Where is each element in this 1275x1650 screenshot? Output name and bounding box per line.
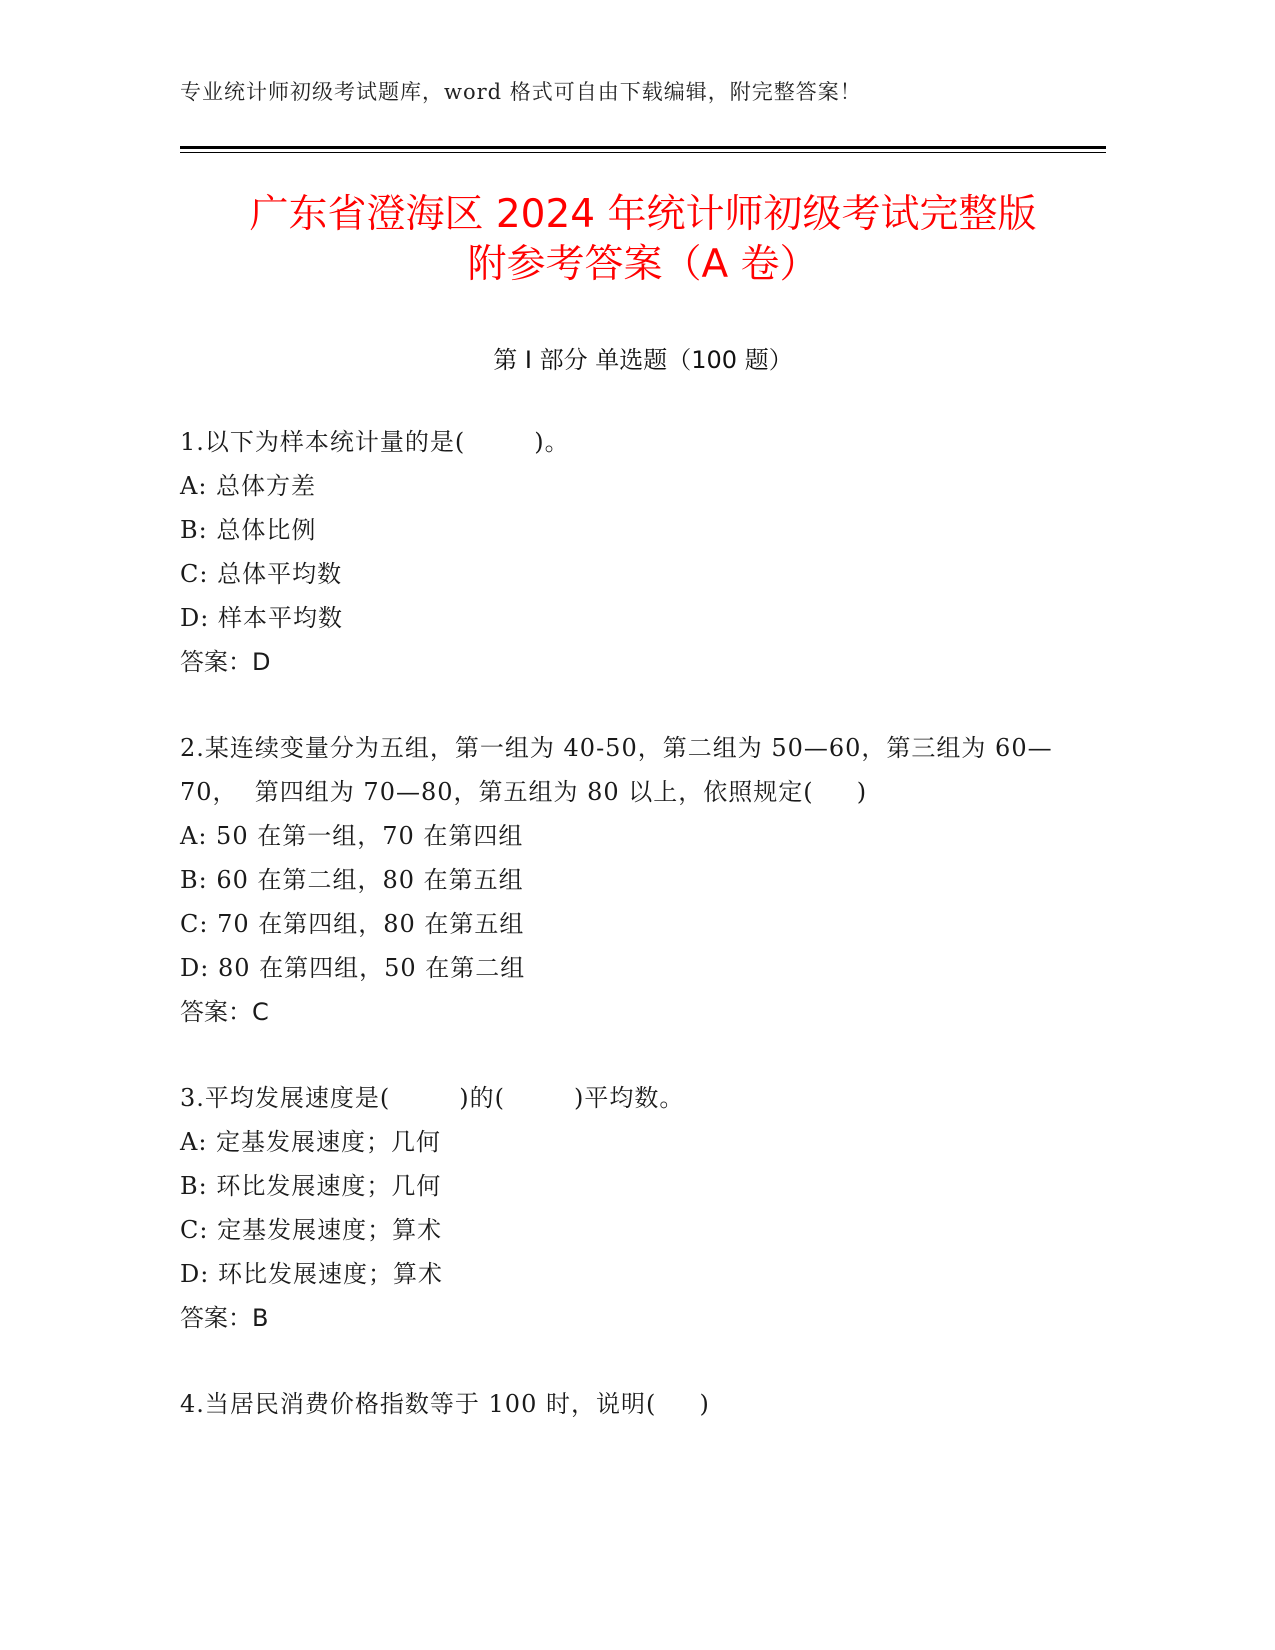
option-a: A: 定基发展速度；几何	[180, 1128, 442, 1156]
option-b: B: 60 在第二组，80 在第五组	[180, 866, 524, 894]
answer-line: 答案：C	[180, 998, 269, 1026]
option-c: C: 定基发展速度；算术	[180, 1216, 443, 1244]
page-title	[180, 190, 1106, 290]
title-line-1: 广东省澄海区 2024 年统计师初级考试完整版	[249, 192, 1037, 237]
option-b: B: 环比发展速度；几何	[180, 1172, 442, 1200]
option-d: D: 样本平均数	[180, 604, 343, 632]
answer-line: 答案：B	[180, 1304, 269, 1332]
option-b: B: 总体比例	[180, 516, 317, 544]
header-rule	[180, 146, 1106, 149]
option-d: D: 环比发展速度；算术	[180, 1260, 443, 1288]
question-2	[180, 726, 1080, 1034]
option-c: C: 总体平均数	[180, 560, 343, 588]
section-heading: 第 I 部分 单选题（100 题）	[493, 346, 793, 374]
title-line-2: 附参考答案（A 卷）	[467, 242, 819, 287]
header-note: 专业统计师初级考试题库，word 格式可自由下载编辑，附完整答案！	[180, 80, 862, 104]
question-list	[180, 420, 1080, 1468]
question-stem: 1.以下为样本统计量的是( )。	[180, 428, 570, 456]
question-4	[180, 1382, 1080, 1426]
answer-line: 答案：D	[180, 648, 271, 676]
question-stem: 4.当居民消费价格指数等于 100 时，说明( )	[180, 1390, 710, 1418]
header-rule-thin	[180, 152, 1106, 153]
question-1	[180, 420, 1080, 684]
option-d: D: 80 在第四组，50 在第二组	[180, 954, 526, 982]
question-stem: 3.平均发展速度是( )的( )平均数。	[180, 1084, 685, 1112]
option-c: C: 70 在第四组，80 在第五组	[180, 910, 525, 938]
option-a: A: 总体方差	[180, 472, 317, 500]
question-3	[180, 1076, 1080, 1340]
question-stem: 2.某连续变量分为五组，第一组为 40-50，第二组为 50—60，第三组为 60—70， 第四组为 70—80，第五组为 80 以上，依照规定( )	[180, 734, 1053, 806]
option-a: A: 50 在第一组，70 在第四组	[180, 822, 524, 850]
